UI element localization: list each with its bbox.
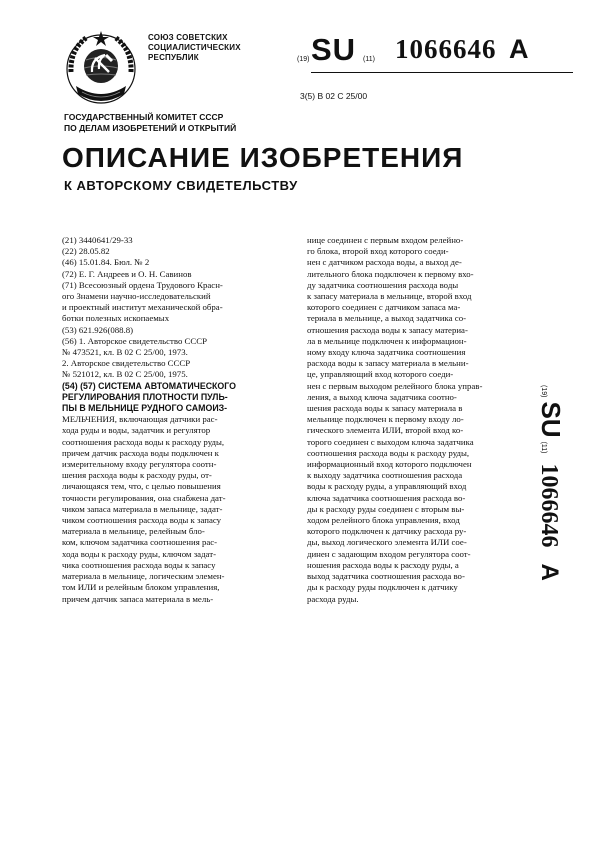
text-line: чиком соотношения расхода воды к запасу: [62, 515, 222, 526]
text-line: соотношения расхода воды к расходу руды,: [307, 447, 470, 458]
text-line: шения расхода воды к расходу руды, от-: [62, 470, 212, 481]
text-line: отношения расхода воды к запасу материа-: [307, 324, 468, 335]
text-line: материала в мельнице, релейным бло-: [62, 526, 205, 537]
text-line: шения расхода воды к запасу материала в: [307, 403, 463, 414]
text-line: хода руды и воды, задатчик и регулятор: [62, 425, 211, 436]
text-line: торого соединен с выходом ключа задатчика: [307, 436, 474, 447]
text-line: ду задатчика соотношения расхода воды: [307, 279, 459, 290]
text-line: териала в мельнице, а выход задатчика со-: [307, 313, 467, 324]
text-line: материала в мельнице, логическим элемен-: [62, 571, 225, 582]
union-line: СОЮЗ СОВЕТСКИХ: [148, 33, 228, 42]
patent-number-block: [297, 32, 587, 72]
text-line: динен с задающим входом регулятора соот-: [307, 548, 471, 559]
text-line: ходом релейного блока управления, вход: [307, 515, 460, 526]
header-rule: [311, 72, 573, 73]
text-line: № 473521, кл. В 02 С 25/00, 1973.: [62, 347, 188, 358]
text-line: РЕГУЛИРОВАНИЯ ПЛОТНОСТИ ПУЛЬ-: [62, 391, 228, 402]
text-line: (54) (57) СИСТЕМА АВТОМАТИЧЕСКОГО: [62, 380, 236, 391]
text-line: ношения расхода воды к расходу руды, а: [307, 559, 459, 570]
text-line: выход задатчика соотношения расхода во-: [307, 571, 465, 582]
text-line: (56) 1. Авторское свидетельство СССР: [62, 335, 208, 346]
text-line: ключа задатчика соотношения расхода во-: [307, 492, 466, 503]
document-title: ОПИСАНИЕ ИЗОБРЕТЕНИЯ: [62, 142, 464, 173]
vertical-document-kind: A: [536, 563, 563, 581]
text-line: воды к расходу руды, а управляющий вход: [307, 481, 467, 492]
text-line: и проектный институт механической обра-: [62, 302, 223, 313]
text-line: расхода руды.: [307, 593, 359, 604]
text-line: лительного блока подключен к первому вхо-: [307, 268, 474, 279]
issuing-country: [148, 33, 278, 63]
text-line: (46) 15.01.84. Бюл. № 2: [62, 257, 150, 268]
ipc-classification: 3(5) В 02 С 25/00: [300, 91, 368, 101]
text-line: 2. Авторское свидетельство СССР: [62, 358, 191, 369]
claim-continuation-column: [307, 235, 533, 605]
document-kind: A: [509, 34, 529, 64]
text-line: нен с первым выходом релейного блока управ-: [307, 380, 483, 391]
inid-code-11: (11): [363, 56, 375, 63]
text-line: которого соединен с датчиком запаса ма-: [307, 302, 461, 313]
text-line: информационный вход которого подключен: [307, 459, 472, 470]
text-line: го блока, второй вход которого соеди-: [307, 246, 449, 257]
text-line: соотношения расхода воды к расходу руды,: [62, 436, 225, 447]
vertical-patent-stamp: [524, 385, 574, 645]
committee-line: ПО ДЕЛАМ ИЗОБРЕТЕНИЙ И ОТКРЫТИЙ: [64, 123, 237, 133]
text-line: ботки полезных ископаемых: [62, 313, 170, 324]
text-line: МЕЛЬЧЕНИЯ, включающая датчики рас-: [62, 414, 218, 425]
text-line: мельнице подключен к первому входу ло-: [307, 414, 464, 425]
text-line: чика соотношения расхода воды к запасу: [62, 559, 216, 570]
document-subtitle: К АВТОРСКОМУ СВИДЕТЕЛЬСТВУ: [64, 178, 298, 193]
text-line: (72) Е. Г. Андреев и О. Н. Савинов: [62, 268, 192, 279]
vertical-inid-19: (19): [540, 385, 547, 398]
text-line: (71) Всесоюзный ордена Трудового Красн-: [62, 279, 223, 290]
text-line: хода воды к расходу руды, ключом задат-: [62, 548, 216, 559]
text-line: гического элемента ИЛИ, второй вход ко-: [307, 425, 464, 436]
state-committee: [64, 112, 236, 134]
text-line: ПЫ В МЕЛЬНИЦЕ РУДНОГО САМОИЗ-: [62, 403, 228, 414]
text-line: личающаяся тем, что, с целью повышения: [62, 481, 221, 492]
committee-line: ГОСУДАРСТВЕННЫЙ КОМИТЕТ СССР: [64, 112, 224, 122]
text-line: № 521012, кл. В 02 С 25/00, 1975.: [62, 369, 188, 380]
text-line: к выходу задатчика соотношения расхода: [307, 470, 463, 481]
text-line: измерительному входу регулятора соотн-: [62, 459, 217, 470]
country-code: SU: [311, 32, 357, 67]
text-line: (21) 3440641/29-33: [62, 235, 133, 245]
text-line: ком, ключом задатчика соотношения рас-: [62, 537, 218, 548]
patent-number: 1066646: [395, 34, 497, 64]
inid-code-19: (19): [297, 56, 310, 63]
text-line: ды к расходу руды подключен к датчику: [307, 582, 458, 593]
text-line: ого Знамени научно-исследовательский: [62, 291, 211, 302]
ussr-emblem-icon: [62, 28, 140, 106]
text-line: ды, выход логического элемента ИЛИ сое-: [307, 537, 467, 548]
text-line: точности регулирования, она снабжена дат-: [62, 492, 226, 503]
text-line: причем датчик расхода воды подключен к: [62, 447, 219, 458]
text-line: ды к расходу руды соединен с вторым вы-: [307, 503, 465, 514]
union-line: РЕСПУБЛИК: [148, 53, 199, 62]
vertical-patent-number: 1066646: [536, 463, 562, 548]
text-line: ному входу ключа задатчика соотношения: [307, 347, 466, 358]
vertical-inid-11: (11): [540, 441, 547, 454]
bibliographic-and-claim-column: [62, 235, 294, 605]
text-line: которого подключен к датчику расхода ру-: [307, 526, 467, 537]
text-line: нен с датчиком расхода воды, а выход де-: [307, 257, 462, 268]
text-line: (22) 28.05.82: [62, 246, 110, 257]
text-line: причем датчик запаса материала в мель-: [62, 593, 214, 604]
union-line: СОЦИАЛИСТИЧЕСКИХ: [148, 43, 241, 52]
text-line: ла в мельнице подключен к информацион-: [307, 335, 467, 346]
text-line: том ИЛИ и релейным блоком управления,: [62, 582, 220, 593]
text-line: расхода воды к запасу материала в мельни-: [307, 358, 469, 369]
text-line: к запасу материала в мельнице, второй вход: [307, 291, 472, 302]
text-line: ления, а выход ключа задатчика соотно-: [307, 391, 457, 402]
text-line: (53) 621.926(088.8): [62, 324, 134, 335]
text-line: нице соединен с первым входом релейно-: [307, 235, 464, 245]
vertical-country-code: SU: [536, 401, 566, 438]
text-line: чиком запаса материала в мельнице, задат-: [62, 503, 223, 514]
text-line: це, управляющий вход которого соеди-: [307, 369, 454, 380]
